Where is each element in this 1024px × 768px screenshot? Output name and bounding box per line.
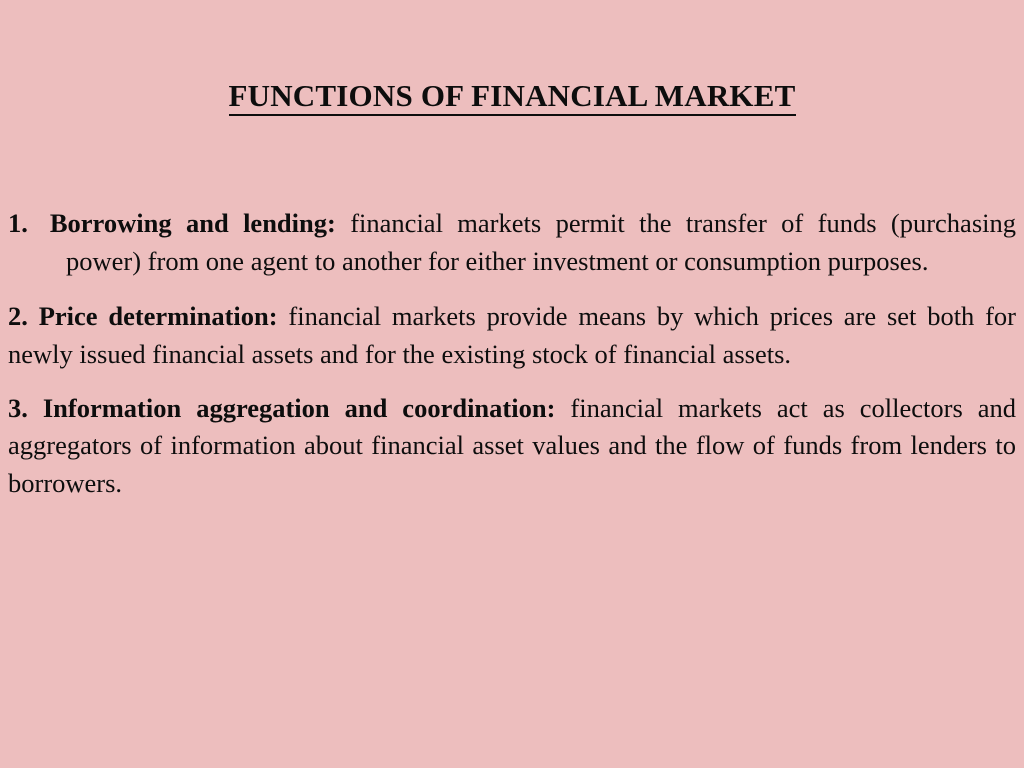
slide-body bbox=[0, 205, 1024, 502]
list-item-lead: Borrowing and lending: bbox=[49, 208, 336, 238]
list-item-number: 1. bbox=[8, 208, 28, 238]
list-item-number: 2. bbox=[8, 301, 28, 332]
list-item-text: financial markets provide means by which prices are set both for newly issued financial assets and for the existing stock of financial assets. bbox=[8, 301, 1017, 369]
list-item bbox=[8, 298, 1016, 373]
list-item-text: financial markets act as collectors and aggregators of information about financial asset values and the flow of funds from lenders to borrowers. bbox=[8, 392, 1017, 498]
list-item-lead: Information aggregation and coordination: bbox=[42, 392, 556, 423]
slide-title bbox=[0, 78, 1024, 114]
list-item bbox=[8, 390, 1016, 503]
slide-title-text: FUNCTIONS OF FINANCIAL MARKET bbox=[229, 78, 796, 116]
list-item-lead: Price determination: bbox=[38, 301, 278, 332]
list-item bbox=[8, 205, 1016, 280]
list-item-text: financial markets permit the transfer of funds (purchasing power) from one agent to another for either investment or consumption purposes. bbox=[66, 208, 1016, 276]
list-item-number: 3. bbox=[8, 392, 28, 423]
